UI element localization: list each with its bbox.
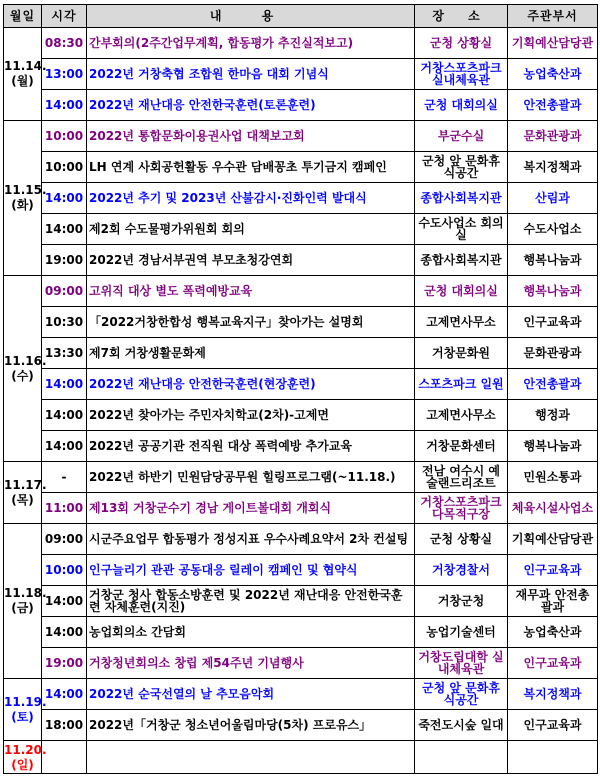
event-place: 종합사회복지관 xyxy=(415,183,508,214)
event-time: 19:00 xyxy=(42,245,87,276)
event-time: 13:30 xyxy=(42,338,87,369)
event-dept: 행복나눔과 xyxy=(508,245,598,276)
event-place: 농업기술센터 xyxy=(415,617,508,648)
table-row xyxy=(4,90,598,121)
event-time: 09:00 xyxy=(42,276,87,307)
event-dept: 복지정책과 xyxy=(508,152,598,183)
event-content: 시군주요업무 합동평가 정성지표 우수사례요약서 2차 컨설팅 xyxy=(87,524,415,555)
weekday-label: (일) xyxy=(11,758,34,772)
table-row xyxy=(4,741,598,774)
weekday-label: (화) xyxy=(11,198,34,212)
event-content: 2022년「거창군 청소년어울림마당(5차) 프로유스」 xyxy=(87,710,415,741)
day-cell xyxy=(4,121,47,276)
table-row xyxy=(4,400,598,431)
table-row xyxy=(4,555,598,586)
event-content: 2022년 공공기관 전직원 대상 폭력예방 추가교육 xyxy=(87,431,415,462)
table-row xyxy=(4,28,598,59)
table-row xyxy=(4,493,598,524)
event-time: 14:00 xyxy=(42,679,87,710)
day-cell xyxy=(4,462,47,524)
event-place: 거창스포츠파크 다목적구장 xyxy=(415,493,508,524)
weekday-label: (목) xyxy=(11,492,34,507)
event-place: 거창군청 xyxy=(415,586,508,617)
event-place: 군청 상황실 xyxy=(415,28,508,59)
table-row xyxy=(4,369,598,400)
event-place: 종합사회복지관 xyxy=(415,245,508,276)
table-row xyxy=(4,586,598,617)
table-row xyxy=(4,245,598,276)
header-time: 시각 xyxy=(42,5,87,28)
event-time: 09:00 xyxy=(42,524,87,555)
event-content: 2022년 추기 및 2023년 산불감시·진화인력 발대식 xyxy=(87,183,415,214)
event-time: 14:00 xyxy=(42,183,87,214)
event-dept: 민원소통과 xyxy=(508,462,598,493)
table-row xyxy=(4,431,598,462)
event-place: 죽전도시숲 일대 xyxy=(415,710,508,741)
event-content: 제2회 수도물평가위원회 회의 xyxy=(87,214,415,245)
event-dept: 행복나눔과 xyxy=(508,431,598,462)
day-cell xyxy=(4,524,47,679)
event-content: 2022년 재난대응 안전한국훈련(현장훈련) xyxy=(87,369,415,400)
event-content: 2022년 하반기 민원담당공무원 힐링프로그램(~11.18.) xyxy=(87,462,415,493)
event-place: 군청 앞 문화휴식공간 xyxy=(415,152,508,183)
event-place: 고제면사무소 xyxy=(415,307,508,338)
event-content: 「2022거창한합성 행복교육지구」찾아가는 설명회 xyxy=(87,307,415,338)
weekday-label: (수) xyxy=(11,368,34,383)
event-content: LH 연계 사회공헌활동 우수관 담배꽁초 투기금지 캠페인 xyxy=(87,152,415,183)
schedule-table xyxy=(3,4,598,774)
event-time: 08:30 xyxy=(42,28,87,59)
event-place: 부군수실 xyxy=(415,121,508,152)
event-dept: 문화관광과 xyxy=(508,121,598,152)
event-place: 수도사업소 회의실 xyxy=(415,214,508,245)
event-dept: 인구교육과 xyxy=(508,648,598,679)
event-dept: 체육시설사업소 xyxy=(508,493,598,524)
event-time: 18:00 xyxy=(42,710,87,741)
header-row xyxy=(4,5,598,28)
event-content: 거창군 청사 합동소방훈련 및 2022년 재난대응 안전한국훈련 자체훈련(지진) xyxy=(87,586,415,617)
day-cell xyxy=(4,28,47,121)
event-content: 2022년 거창축협 조합원 한마음 대회 기념식 xyxy=(87,59,415,90)
date-label: 11.14. xyxy=(4,59,47,73)
event-place: 군청 대회의실 xyxy=(415,276,508,307)
event-time: 10:30 xyxy=(42,307,87,338)
event-content: 2022년 순국선열의 날 추모음악회 xyxy=(87,679,415,710)
date-label: 11.18. xyxy=(4,586,47,600)
event-place: 거창문화센터 xyxy=(415,431,508,462)
header-content: 내 용 xyxy=(87,5,415,28)
header-date: 월일 xyxy=(4,5,42,28)
table-row xyxy=(4,276,598,307)
event-dept: 인구교육과 xyxy=(508,307,598,338)
date-label: 11.19. xyxy=(4,694,47,709)
date-label: 11.17. xyxy=(4,477,47,492)
event-dept: 수도사업소 xyxy=(508,214,598,245)
event-time: 14:00 xyxy=(42,586,87,617)
event-content: 2022년 통합문화이용권사업 대책보고회 xyxy=(87,121,415,152)
table-row xyxy=(4,183,598,214)
table-row xyxy=(4,152,598,183)
event-time: 14:00 xyxy=(42,90,87,121)
table-row xyxy=(4,59,598,90)
event-content: 2022년 찾아가는 주민자치학교(2차)-고제면 xyxy=(87,400,415,431)
table-row xyxy=(4,648,598,679)
table-row xyxy=(4,307,598,338)
table-row xyxy=(4,338,598,369)
date-label: 11.16. xyxy=(4,353,47,368)
schedule-body xyxy=(4,28,598,774)
event-dept: 행정과 xyxy=(508,400,598,431)
event-dept: 안전총괄과 xyxy=(508,90,598,121)
table-row xyxy=(4,214,598,245)
event-content: 제7회 거창생활문화제 xyxy=(87,338,415,369)
table-row xyxy=(4,617,598,648)
event-place: 거창경찰서 xyxy=(415,555,508,586)
event-content: 제13회 거창군수기 경남 게이트볼대회 개회식 xyxy=(87,493,415,524)
event-place: 거창도립대학 실내체육관 xyxy=(415,648,508,679)
event-time: 10:00 xyxy=(42,121,87,152)
event-dept: 인구교육과 xyxy=(508,710,598,741)
event-place: 군청 상황실 xyxy=(415,524,508,555)
event-content xyxy=(87,741,415,774)
table-row xyxy=(4,121,598,152)
event-place: 군청 앞 문화휴식공간 xyxy=(415,679,508,710)
table-row xyxy=(4,679,598,710)
day-cell xyxy=(4,276,47,462)
event-place: 거창스포츠파크 실내체육관 xyxy=(415,59,508,90)
event-dept: 재무과 안전총괄과 xyxy=(508,586,598,617)
event-dept: 기획예산담당관 xyxy=(508,28,598,59)
event-content: 고위직 대상 별도 폭력예방교육 xyxy=(87,276,415,307)
event-content: 2022년 경남서부권역 부모초청강연회 xyxy=(87,245,415,276)
event-place: 거창문화원 xyxy=(415,338,508,369)
header-dept: 주관부서 xyxy=(508,5,598,28)
event-dept: 복지정책과 xyxy=(508,679,598,710)
event-dept: 안전총괄과 xyxy=(508,369,598,400)
event-dept xyxy=(508,741,598,774)
event-time: 10:00 xyxy=(42,555,87,586)
event-time: 11:00 xyxy=(42,493,87,524)
event-place: 전남 여수시 예술랜드리조트 xyxy=(415,462,508,493)
event-content: 농업회의소 간담회 xyxy=(87,617,415,648)
event-time xyxy=(42,741,87,774)
event-time: 14:00 xyxy=(42,617,87,648)
weekday-label: (금) xyxy=(11,601,34,615)
header-place: 장 소 xyxy=(415,5,508,28)
table-row xyxy=(4,710,598,741)
event-place: 고제면사무소 xyxy=(415,400,508,431)
event-time: 13:00 xyxy=(42,59,87,90)
event-dept: 인구교육과 xyxy=(508,555,598,586)
event-place: 군청 대회의실 xyxy=(415,90,508,121)
event-time: 14:00 xyxy=(42,369,87,400)
event-time: 14:00 xyxy=(42,214,87,245)
event-dept: 행복나눔과 xyxy=(508,276,598,307)
event-content: 인구늘리기 관관 공동대응 릴레이 캠페인 및 협약식 xyxy=(87,555,415,586)
date-label: 11.15. xyxy=(4,183,47,197)
day-cell xyxy=(4,741,47,774)
table-row xyxy=(4,524,598,555)
day-cell xyxy=(4,679,47,741)
event-content: 2022년 재난대응 안전한국훈련(토론훈련) xyxy=(87,90,415,121)
event-time: 10:00 xyxy=(42,152,87,183)
event-time: 19:00 xyxy=(42,648,87,679)
event-time: - xyxy=(42,462,87,493)
weekday-label: (토) xyxy=(11,709,34,724)
event-dept: 농업축산과 xyxy=(508,59,598,90)
event-content: 거창청년회의소 창립 제54주년 기념행사 xyxy=(87,648,415,679)
event-place xyxy=(415,741,508,774)
event-dept: 산림과 xyxy=(508,183,598,214)
event-dept: 농업축산과 xyxy=(508,617,598,648)
date-label: 11.20. xyxy=(4,743,47,757)
event-content: 간부회의(2주간업무계획, 합동평가 추진실적보고) xyxy=(87,28,415,59)
event-time: 14:00 xyxy=(42,431,87,462)
table-row xyxy=(4,462,598,493)
event-dept: 문화관광과 xyxy=(508,338,598,369)
weekday-label: (월) xyxy=(11,74,34,88)
event-dept: 기획예산담당관 xyxy=(508,524,598,555)
event-place: 스포츠파크 일원 xyxy=(415,369,508,400)
event-time: 14:00 xyxy=(42,400,87,431)
